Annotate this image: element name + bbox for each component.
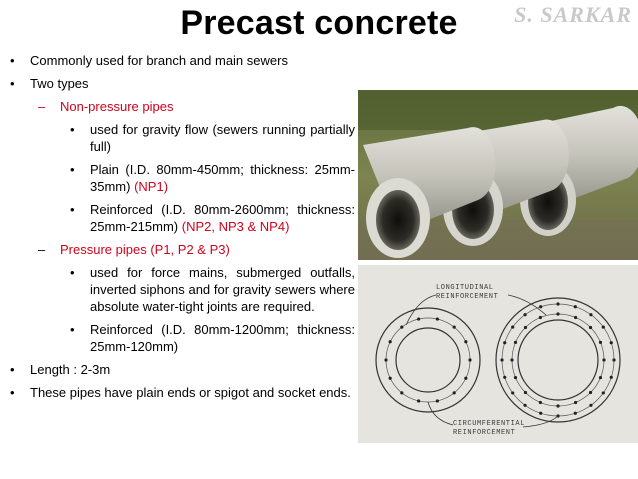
reinforcement-bar-dot — [514, 341, 517, 344]
sub-bullet-text: used for gravity flow (sewers running partially full) — [90, 122, 355, 154]
sub-bullet-text: Reinforced (I.D. 80mm-1200mm; thickness: 25mm-120mm) — [90, 322, 355, 354]
subheading-pressure — [10, 241, 355, 258]
sub-bullet-text: used for force mains, submerged outfalls, inverted siphons and for gravity sewers where absolute water-tight joints are required. — [90, 265, 355, 314]
bullet-dot-icon: • — [70, 202, 75, 217]
reinforcement-bar-dot — [556, 302, 559, 305]
dash-icon: – — [38, 99, 46, 114]
reinforcement-bar-dot — [453, 391, 456, 394]
reinforcement-bar-dot — [400, 326, 403, 329]
reinforcement-bar-dot — [464, 340, 467, 343]
subheading-text: Non-pressure pipes — [60, 99, 174, 114]
bullet-item — [10, 75, 355, 92]
bullet-text: These pipes have plain ends or spigot and socket ends. — [30, 385, 351, 400]
reinforcement-bar-dot — [602, 358, 605, 361]
reinforcement-bar-dot — [417, 399, 420, 402]
bullet-text: Two types — [30, 76, 89, 91]
sub-bullet-item — [10, 121, 355, 155]
reinforcement-bar-dot — [610, 376, 613, 379]
sub-bullet-text: Plain (I.D. 80mm-450mm; thickness: 25mm-35mm) — [90, 162, 355, 194]
bullet-item — [10, 361, 355, 378]
sub-bullet-item — [10, 201, 355, 235]
reinforcement-bar-dot — [436, 317, 439, 320]
reinforcement-bar-dot — [523, 404, 526, 407]
reinforcement-bar-dot — [503, 341, 506, 344]
bullet-dot-icon: • — [70, 265, 75, 280]
reinforcement-bar-dot — [514, 376, 517, 379]
diagram-label-reinforcement-top: REINFORCEMENT — [436, 293, 499, 301]
reinforcement-bar-dot — [464, 377, 467, 380]
bullet-dot-icon: • — [10, 362, 15, 377]
bullet-text: Length : 2-3m — [30, 362, 111, 377]
reinforcement-bar-dot — [589, 404, 592, 407]
reinforcement-bar-dot — [610, 341, 613, 344]
reinforcement-bar-dot — [524, 391, 527, 394]
reinforcement-bar-dot — [539, 316, 542, 319]
reinforcement-bar-dot — [400, 391, 403, 394]
reinforcement-bar-dot — [556, 404, 559, 407]
reinforcement-bar-dot — [511, 391, 514, 394]
reinforcement-bar-dot — [612, 358, 615, 361]
reinforcement-bar-dot — [417, 317, 420, 320]
reinforcement-bar-dot — [500, 358, 503, 361]
subheading-non-pressure — [10, 98, 355, 115]
reinforcement-bar-dot — [574, 316, 577, 319]
sub-bullet-text: Reinforced (I.D. 80mm-2600mm; thickness: 25mm-215mm) — [90, 202, 355, 234]
pipe-class-code: (NP1) — [134, 179, 169, 194]
reinforcement-bar-dot — [436, 399, 439, 402]
reinforcement-bar-dot — [523, 313, 526, 316]
reinforcement-bar-dot — [574, 305, 577, 308]
reinforcement-bar-dot — [602, 391, 605, 394]
reinforcement-bar-dot — [468, 358, 471, 361]
reinforcement-bar-dot — [556, 312, 559, 315]
reinforcement-bar-dot — [539, 412, 542, 415]
reinforcement-bar-dot — [574, 412, 577, 415]
bullet-dot-icon: • — [10, 53, 15, 68]
author-watermark: S. SARKAR — [514, 2, 632, 27]
pipe-class-code: (NP2, NP3 & NP4) — [181, 219, 290, 234]
bullet-dot-icon: • — [10, 385, 15, 400]
reinforcement-bar-dot — [511, 325, 514, 328]
reinforcement-bar-dot — [389, 377, 392, 380]
diagram-label-longitudinal: LONGITUDINAL — [436, 284, 494, 292]
reinforcement-bar-dot — [589, 391, 592, 394]
reinforcement-bar-dot — [503, 376, 506, 379]
diagram-label-reinforcement-bottom: REINFORCEMENT — [453, 429, 516, 437]
reinforcement-bar-dot — [510, 358, 513, 361]
reinforcement-bar-dot — [453, 326, 456, 329]
reinforcement-bar-dot — [384, 358, 387, 361]
reinforcement-bar-dot — [539, 305, 542, 308]
bullet-dot-icon: • — [70, 322, 75, 337]
sub-bullet-item — [10, 264, 355, 315]
reinforcement-bar-dot — [589, 313, 592, 316]
concrete-pipes-photo — [358, 90, 638, 260]
reinforcement-diagram — [358, 265, 638, 443]
bullet-dot-icon: • — [10, 76, 15, 91]
subheading-text: Pressure pipes (P1, P2 & P3) — [60, 242, 230, 257]
pipe-cross-section-drawing — [358, 265, 638, 443]
reinforcement-bar-dot — [389, 340, 392, 343]
sub-bullet-item — [10, 321, 355, 355]
reinforcement-bar-dot — [602, 325, 605, 328]
dash-icon: – — [38, 242, 46, 257]
bullet-text: Commonly used for branch and main sewers — [30, 53, 288, 68]
reinforcement-bar-dot — [599, 341, 602, 344]
reinforcement-bar-dot — [599, 376, 602, 379]
reinforcement-bar-dot — [524, 326, 527, 329]
bullet-list — [10, 52, 355, 407]
bullet-item — [10, 52, 355, 69]
bullet-item — [10, 384, 355, 401]
sub-bullet-item — [10, 161, 355, 195]
slide-title: Precast concrete — [180, 4, 458, 42]
pipes-photo-illustration — [358, 90, 638, 260]
diagram-label-circumferential: CIRCUMFERENTIAL — [453, 420, 526, 428]
reinforcement-bar-dot — [574, 401, 577, 404]
bullet-dot-icon: • — [70, 122, 75, 137]
bullet-dot-icon: • — [70, 162, 75, 177]
reinforcement-bar-dot — [539, 401, 542, 404]
reinforcement-bar-dot — [589, 326, 592, 329]
